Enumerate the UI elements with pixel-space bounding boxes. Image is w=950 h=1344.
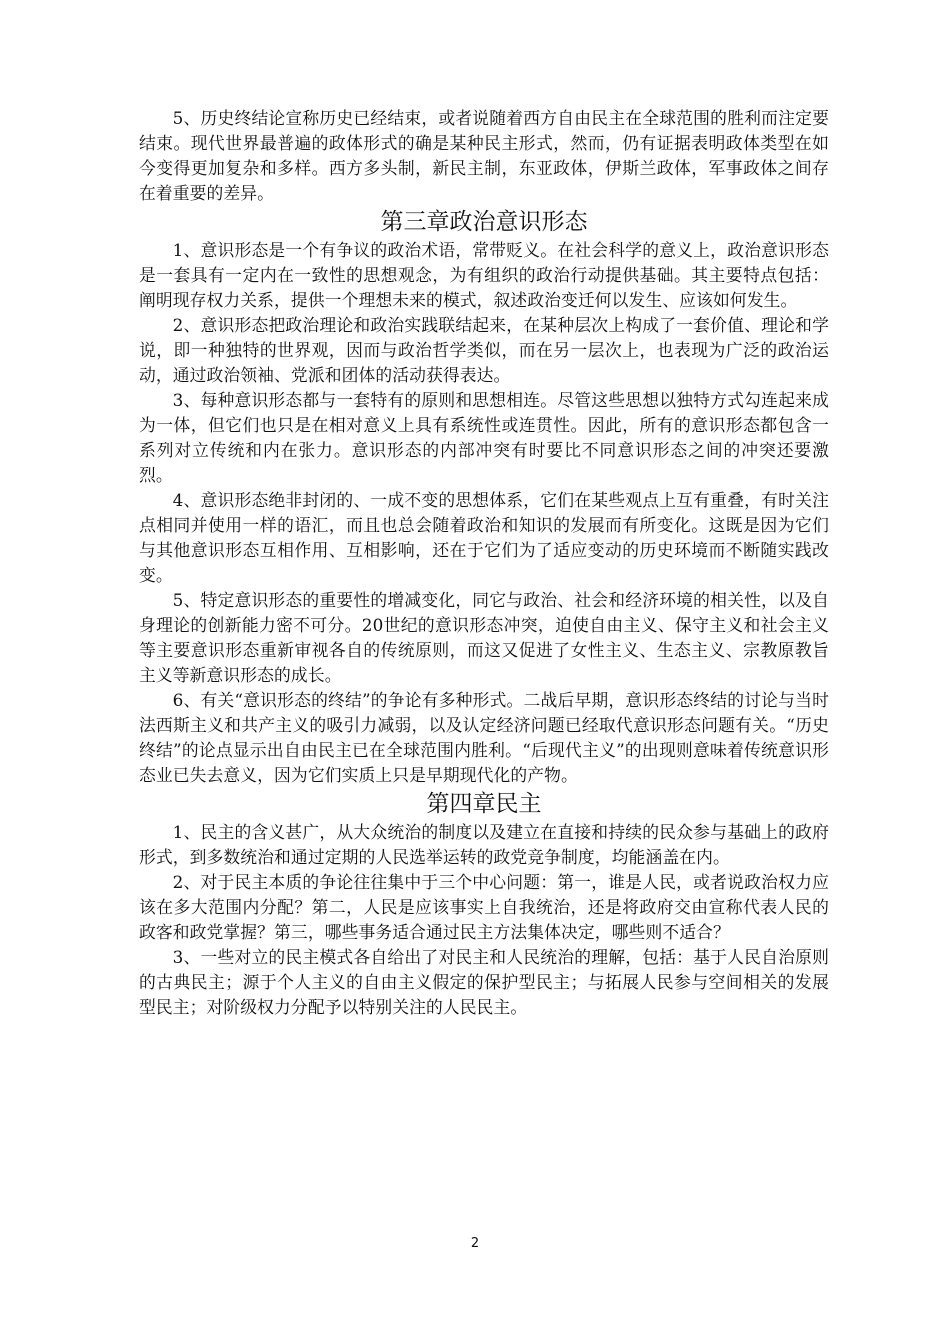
paragraph: 3、每种意识形态都与一套特有的原则和思想相连。尽管这些思想以独特方式勾连起来成为一体，但它们也只是在相对意义上具有系统性或连贯性。因此，所有的意识形态都包含一系列对立传统和内在张力。意识形态的内部冲突有时要比不同意识形态之间的冲突还要激烈。	[139, 390, 829, 485]
page-number: 2	[470, 1236, 480, 1251]
document-page	[139, 106, 829, 1020]
paragraph: 4、意识形态绝非封闭的、一成不变的思想体系，它们在某些观点上互有重叠，有时关注点相同并使用一样的语汇，而且也总会随着政治和知识的发展而有所变化。这既是因为它们与其他意识形态互相作用、互相影响，还在于它们为了适应变动的历史环境而不断随实践改变。	[139, 490, 829, 585]
paragraph: 2、对于民主本质的争论往往集中于三个中心问题：第一，谁是人民，或者说政治权力应该在多大范围内分配？第二，人民是应该事实上自我统治，还是将政府交由宣称代表人民的政客和政党掌握？第三，哪些事务适合通过民主方法集体决定，哪些则不适合？	[139, 872, 829, 942]
paragraph: 5、历史终结论宣称历史已经结束，或者说随着西方自由民主在全球范围的胜利而注定要结束。现代世界最普遍的政体形式的确是某种民主形式，然而，仍有证据表明政体类型在如今变得更加复杂和多样。西方多头制，新民主制，东亚政体，伊斯兰政体，军事政体之间存在着重要的差异。	[139, 108, 829, 203]
paragraph: 5、特定意识形态的重要性的增减变化，同它与政治、社会和经济环境的相关性，以及自身理论的创新能力密不可分。20世纪的意识形态冲突，迫使自由主义、保守主义和社会主义等主要意识形态重新审视各自的传统原则，而这又促进了女性主义、生态主义、宗教原教旨主义等新意识形态的成长。	[139, 590, 829, 685]
chapter-title: 第四章民主	[426, 791, 542, 817]
paragraph: 1、民主的含义甚广，从大众统治的制度以及建立在直接和持续的民众参与基础上的政府形式，到多数统治和通过定期的人民选举运转的政党竞争制度，均能涵盖在内。	[139, 822, 829, 867]
paragraph: 6、有关“意识形态的终结”的争论有多种形式。二战后早期，意识形态终结的讨论与当时法西斯主义和共产主义的吸引力减弱，以及认定经济问题已经取代意识形态问题有关。“历史终结”的论点显示出自由民主已在全球范围内胜利。“后现代主义”的出现则意味着传统意识形态业已失去意义，因为它们实质上只是早期现代化的产物。	[139, 690, 829, 785]
paragraph: 3、一些对立的民主模式各自给出了对民主和人民统治的理解，包括：基于人民自治原则的古典民主；源于个人主义的自由主义假定的保护型民主；与拓展人民参与空间相关的发展型民主；对阶级权力分配予以特别关注的人民民主。	[139, 947, 829, 1017]
chapter-title: 第三章政治意识形态	[380, 209, 588, 235]
paragraph: 1、意识形态是一个有争议的政治术语，常带贬义。在社会科学的意义上，政治意识形态是一套具有一定内在一致性的思想观念，为有组织的政治行动提供基础。其主要特点包括：阐明现存权力关系，提供一个理想未来的模式，叙述政治变迁何以发生、应该如何发生。	[139, 240, 829, 310]
paragraph: 2、意识形态把政治理论和政治实践联结起来，在某种层次上构成了一套价值、理论和学说，即一种独特的世界观，因而与政治哲学类似，而在另一层次上，也表现为广泛的政治运动，通过政治领袖、党派和团体的活动获得表达。	[139, 315, 829, 385]
